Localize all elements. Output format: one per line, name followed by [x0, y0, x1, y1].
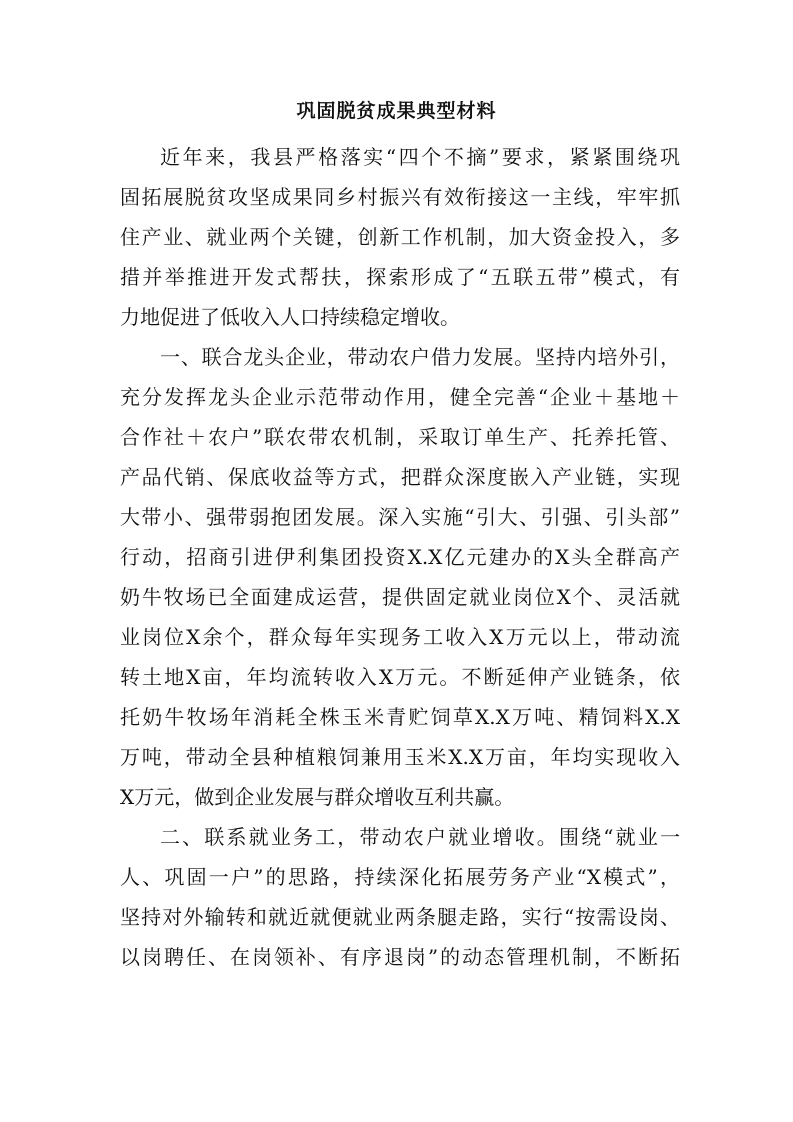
paragraph-line: 人、巩固一户”的思路，持续深化拓展劳务产业“X模式”， [120, 865, 680, 889]
document-title: 巩固脱贫成果典型材料 [296, 100, 497, 122]
paragraph-line: 业岗位X余个，群众每年实现务工收入X万元以上，带动流 [120, 625, 680, 649]
paragraph-line: 措并举推进开发式帮扶，探索形成了“五联五带”模式，有 [120, 265, 680, 289]
paragraph-line: 力地促进了低收入人口持续稳定增收。 [120, 305, 460, 329]
paragraph-line: 以岗聘任、在岗领补、有序退岗”的动态管理机制，不断拓 [120, 945, 680, 969]
paragraph-line: 一、联合龙头企业，带动农户借力发展。坚持内培外引， [160, 345, 680, 369]
paragraph-line: 大带小、强带弱抱团发展。深入实施“引大、引强、引头部” [120, 505, 680, 529]
paragraph-line: 合作社＋农户”联农带农机制，采取订单生产、托养托管、 [120, 425, 680, 449]
paragraph-line: 固拓展脱贫攻坚成果同乡村振兴有效衔接这一主线，牢牢抓 [120, 185, 680, 209]
paragraph-line: 二、联系就业务工，带动农户就业增收。围绕“就业一 [160, 825, 680, 849]
paragraph-line: 住产业、就业两个关键，创新工作机制，加大资金投入，多 [120, 225, 680, 249]
paragraph-line: 行动，招商引进伊利集团投资X.X亿元建办的X头全群高产 [120, 545, 680, 569]
paragraph-line: 产品代销、保底收益等方式，把群众深度嵌入产业链，实现 [120, 465, 680, 489]
paragraph-line: 充分发挥龙头企业示范带动作用，健全完善“企业＋基地＋ [120, 385, 680, 409]
paragraph-line: 坚持对外输转和就近就便就业两条腿走路，实行“按需设岗、 [120, 905, 680, 929]
document-body [120, 137, 680, 977]
paragraph-line: X万元，做到企业发展与群众增收互利共赢。 [120, 785, 515, 809]
paragraph-line: 转土地X亩，年均流转收入X万元。不断延伸产业链条，依 [120, 665, 680, 689]
paragraph-line: 万吨，带动全县种植粮饲兼用玉米X.X万亩，年均实现收入 [120, 745, 680, 769]
paragraph-line: 奶牛牧场已全面建成运营，提供固定就业岗位X个、灵活就 [120, 585, 680, 609]
paragraph-line: 托奶牛牧场年消耗全株玉米青贮饲草X.X万吨、精饲料X.X [120, 705, 680, 729]
paragraph-line: 近年来，我县严格落实“四个不摘”要求，紧紧围绕巩 [160, 145, 680, 169]
